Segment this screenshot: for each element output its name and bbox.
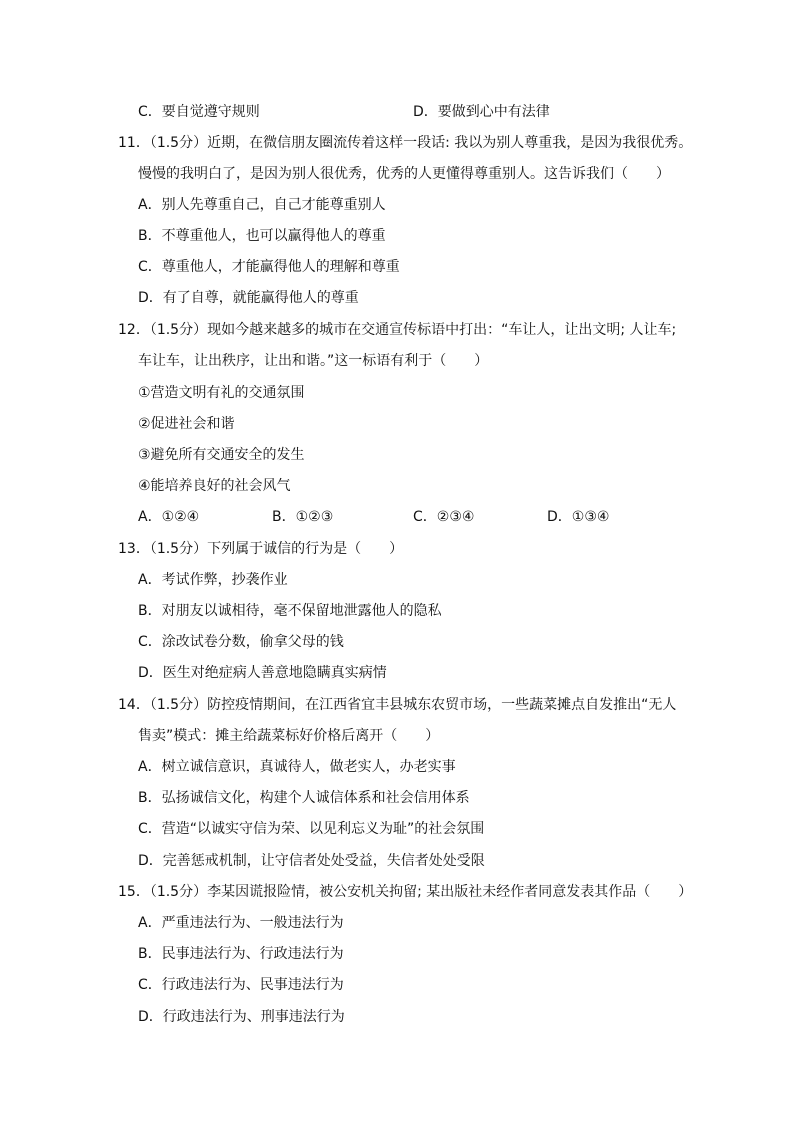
q12-item-2: ②促进社会和谐 [138, 416, 235, 432]
q13-option-d: D．医生对绝症病人善意地隐瞒真实病情 [138, 665, 387, 681]
q12-option-b: B．①②③ [272, 509, 334, 525]
q13-stem: 13．（1.5分）下列属于诚信的行为是（ ） [118, 541, 404, 557]
q12-item-4: ④能培养良好的社会风气 [138, 478, 291, 494]
q13-option-a: A．考试作弊，抄袭作业 [138, 572, 288, 588]
q11-option-d: D．有了自尊，就能赢得他人的尊重 [138, 290, 359, 306]
q11-option-a: A．别人先尊重自己，自己才能尊重别人 [138, 197, 386, 213]
q14-option-c: C．营造“以诚实守信为荣、以见利忘义为耻”的社会氛围 [138, 821, 485, 837]
q11-stem-line1: 11．（1.5分）近期，在微信朋友圈流传着这样一段话: 我以为别人尊重我，是因为我很优秀。 [118, 135, 693, 151]
q14-option-b: B．弘扬诚信文化，构建个人诚信体系和社会信用体系 [138, 790, 470, 806]
q12-item-1: ①营造文明有礼的交通氛围 [138, 385, 305, 401]
q12-option-c: C．②③④ [413, 509, 475, 525]
q13-option-c: C．涂改试卷分数，偷拿父母的钱 [138, 634, 344, 650]
q12-option-d: D．①③④ [547, 509, 610, 525]
q14-option-a: A．树立诚信意识，真诚待人，做老实人，办老实事 [138, 759, 456, 775]
q10-option-c: C．要自觉遵守规则 [138, 104, 260, 120]
q11-option-b: B．不尊重他人，也可以赢得他人的尊重 [138, 228, 386, 244]
q14-stem-line1: 14．（1.5分）防控疫情期间，在江西省宜丰县城东农贸市场，一些蔬菜摊点自发推出“无人 [118, 697, 677, 713]
q14-option-d: D．完善惩戒机制，让守信者处处受益，失信者处处受限 [138, 853, 485, 869]
q15-stem: 15．（1.5分）李某因谎报险情，被公安机关拘留; 某出版社未经作者同意发表其作品（ ） [118, 884, 693, 900]
q10-option-d: D．要做到心中有法律 [413, 104, 550, 120]
q12-stem-line2: 车让车，让出秩序，让出和谐。”这一标语有利于（ ） [138, 353, 489, 369]
q15-option-d: D．行政违法行为、刑事违法行为 [138, 1009, 345, 1025]
q15-option-c: C．行政违法行为、民事违法行为 [138, 977, 344, 993]
q12-stem-line1: 12．（1.5分）现如今越来越多的城市在交通宣传标语中打出：“车让人，让出文明; 人让车; [118, 322, 677, 338]
q11-stem-line2: 慢慢的我明白了，是因为别人很优秀，优秀的人更懂得尊重别人。这告诉我们（ ） [138, 166, 670, 182]
q13-option-b: B．对朋友以诚相待，毫不保留地泄露他人的隐私 [138, 603, 442, 619]
q15-option-a: A．严重违法行为、一般违法行为 [138, 915, 344, 931]
q11-option-c: C．尊重他人，才能赢得他人的理解和尊重 [138, 259, 400, 275]
q12-item-3: ③避免所有交通安全的发生 [138, 447, 305, 463]
q14-stem-line2: 售卖”模式：摊主给蔬菜标好价格后离开（ ） [138, 728, 440, 744]
q15-option-b: B．民事违法行为、行政违法行为 [138, 946, 344, 962]
q12-option-a: A．①②④ [138, 509, 200, 525]
